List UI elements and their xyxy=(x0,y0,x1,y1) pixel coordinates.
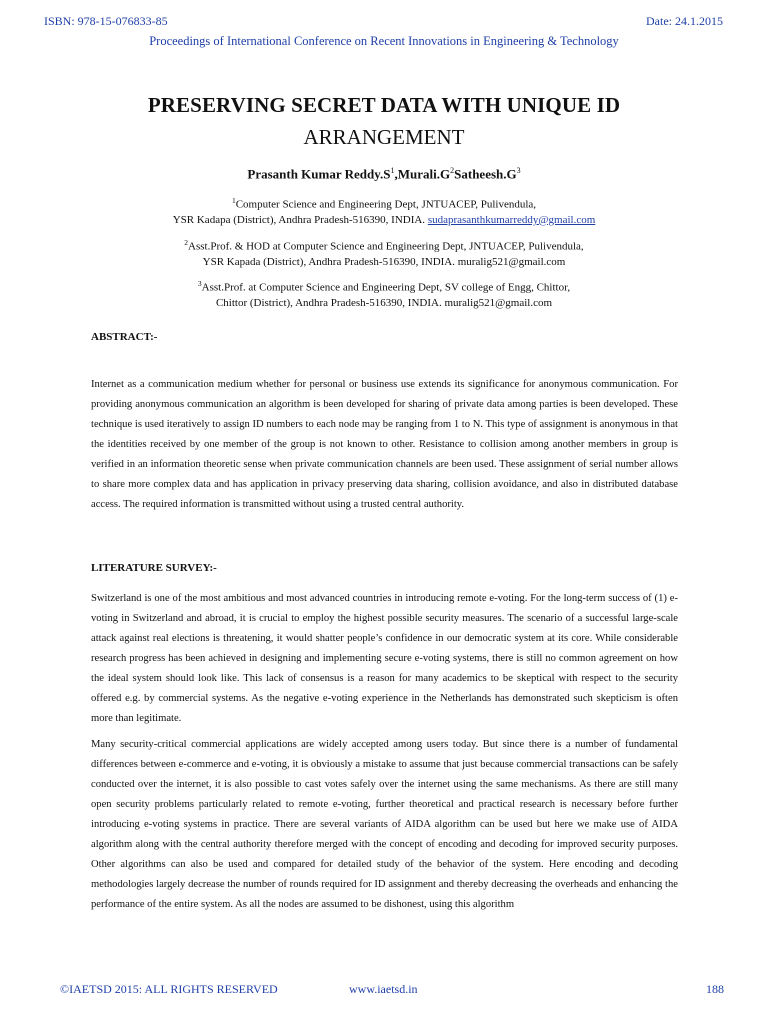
affiliation-3-line-1: Asst.Prof. at Computer Science and Engineering Dept, SV college of Engg, Chittor, xyxy=(201,281,571,294)
affiliation-2-marker: 2 xyxy=(184,238,189,247)
abstract-heading: ABSTRACT:- xyxy=(91,331,158,343)
literature-paragraph-2: Many security-critical commercial applications are widely accepted among users today. But since there is a number of fundamental differences between e-commerce and e-voting, it is obviously a mistake to assume that just because commercial transactions can be safely conducted over the internet, it is also possible to cast votes safely over the internet using the same mechanisms. As there are still many open security problems particularly related to remote e-voting, further theoretical and practical research is necessary before further introducing e-voting systems in practice. There are several variants of AIDA algorithm can be used but here we make use of AIDA algorithm along with the central authority therefore merged with the concept of encoding and decoding for improved security purposes. Other algorithms can also be used and compared for detailed study of the behavior of the system. Here encoding and decoding methodologies largely decrease the number of rounds required for ID assignment and thereby decreasing the overheads and enhancing the performance of the entire system. As all the nodes are assumed to be dishonest, using this algorithm xyxy=(91,739,678,910)
affiliation-1-marker: 1 xyxy=(231,196,236,205)
author-3-marker: 3 xyxy=(516,166,521,175)
affiliation-2 xyxy=(0,235,768,270)
abstract-paragraph: Internet as a communication medium whether for personal or business use extends its significance for anonymous communication. For providing anonymous communication an algorithm is been developed for sharing of private data among parties is been developed. These technique is used iteratively to assign ID numbers to each node may be ranging from 1 to N. This type of assignment is anonymous in that the identities received by one member of the group is not known to other. Resistance to collision among another members in group is verified in an information theoretic sense when private communication channels are been used. These assignment of serial number allows to share more complex data and has application in privacy preserving data sharing, collision avoidance, and also in distributed database access. The required information is transmitted without using a trusted central authority. xyxy=(91,379,678,510)
paper-title-line-2: ARRANGEMENT xyxy=(303,125,465,149)
literature-paragraph-1: Switzerland is one of the most ambitious and most advanced countries in introducing remote e-voting. For the long-term success of (1) e-voting in Switzerland and abroad, it is crucial to employ the highest possible security measures. The scenario of a successful large-scale attack against real elections is threatening, it would shatter people’s confidence in our democratic system at its core. While considerable research progress has been achieved in designing and implementing secure e-voting systems, there is still no common agreement on how the ideal system should look like. This lack of consensus is a reason for many academics to be skeptical with respect to the security offered e.g. by commercial systems. As the negative e-voting experience in the Netherlands has demonstrated such skepticism is often more than legitimate. xyxy=(91,593,678,724)
author-1-email-link[interactable]: sudaprasanthkumarreddy@gmail.com xyxy=(427,213,596,226)
author-1: Prasanth Kumar Reddy.S xyxy=(247,166,391,182)
author-2: ,Murali.G xyxy=(394,166,451,182)
affiliation-1-line-1: Computer Science and Engineering Dept, JNTUACEP, Pulivendula, xyxy=(235,198,537,211)
affiliation-2-line-2: YSR Kapada (District), Andhra Pradesh-516390, INDIA. muralig521@gmail.com xyxy=(202,255,566,268)
affiliation-1 xyxy=(0,193,768,228)
page-number: 188 xyxy=(706,982,724,996)
affiliation-3-marker: 3 xyxy=(197,279,202,288)
literature-survey-heading: LITERATURE SURVEY:- xyxy=(91,562,217,574)
date-label: Date: 24.1.2015 xyxy=(646,14,723,28)
author-list xyxy=(0,166,768,182)
footer-copyright: ©IAETSD 2015: ALL RIGHTS RESERVED xyxy=(60,982,278,996)
author-3: Satheesh.G xyxy=(454,166,517,182)
footer-website-link[interactable]: www.iaetsd.in xyxy=(349,982,418,996)
author-1-marker: 1 xyxy=(390,166,395,175)
isbn-label: ISBN: 978-15-076833-85 xyxy=(44,14,168,28)
affiliation-3 xyxy=(0,276,768,311)
affiliation-3-line-2: Chittor (District), Andhra Pradesh-516390, INDIA. muralig521@gmail.com xyxy=(215,296,553,309)
affiliation-2-line-1: Asst.Prof. & HOD at Computer Science and Engineering Dept, JNTUACEP, Pulivendula, xyxy=(188,240,584,253)
paper-title-line-1: PRESERVING SECRET DATA WITH UNIQUE ID xyxy=(147,93,621,117)
affiliation-1-line-2: YSR Kadapa (District), Andhra Pradesh-516390, INDIA. xyxy=(172,213,426,226)
proceedings-title: Proceedings of International Conference on Recent Innovations in Engineering & Technology xyxy=(149,34,619,48)
author-2-marker: 2 xyxy=(450,166,455,175)
